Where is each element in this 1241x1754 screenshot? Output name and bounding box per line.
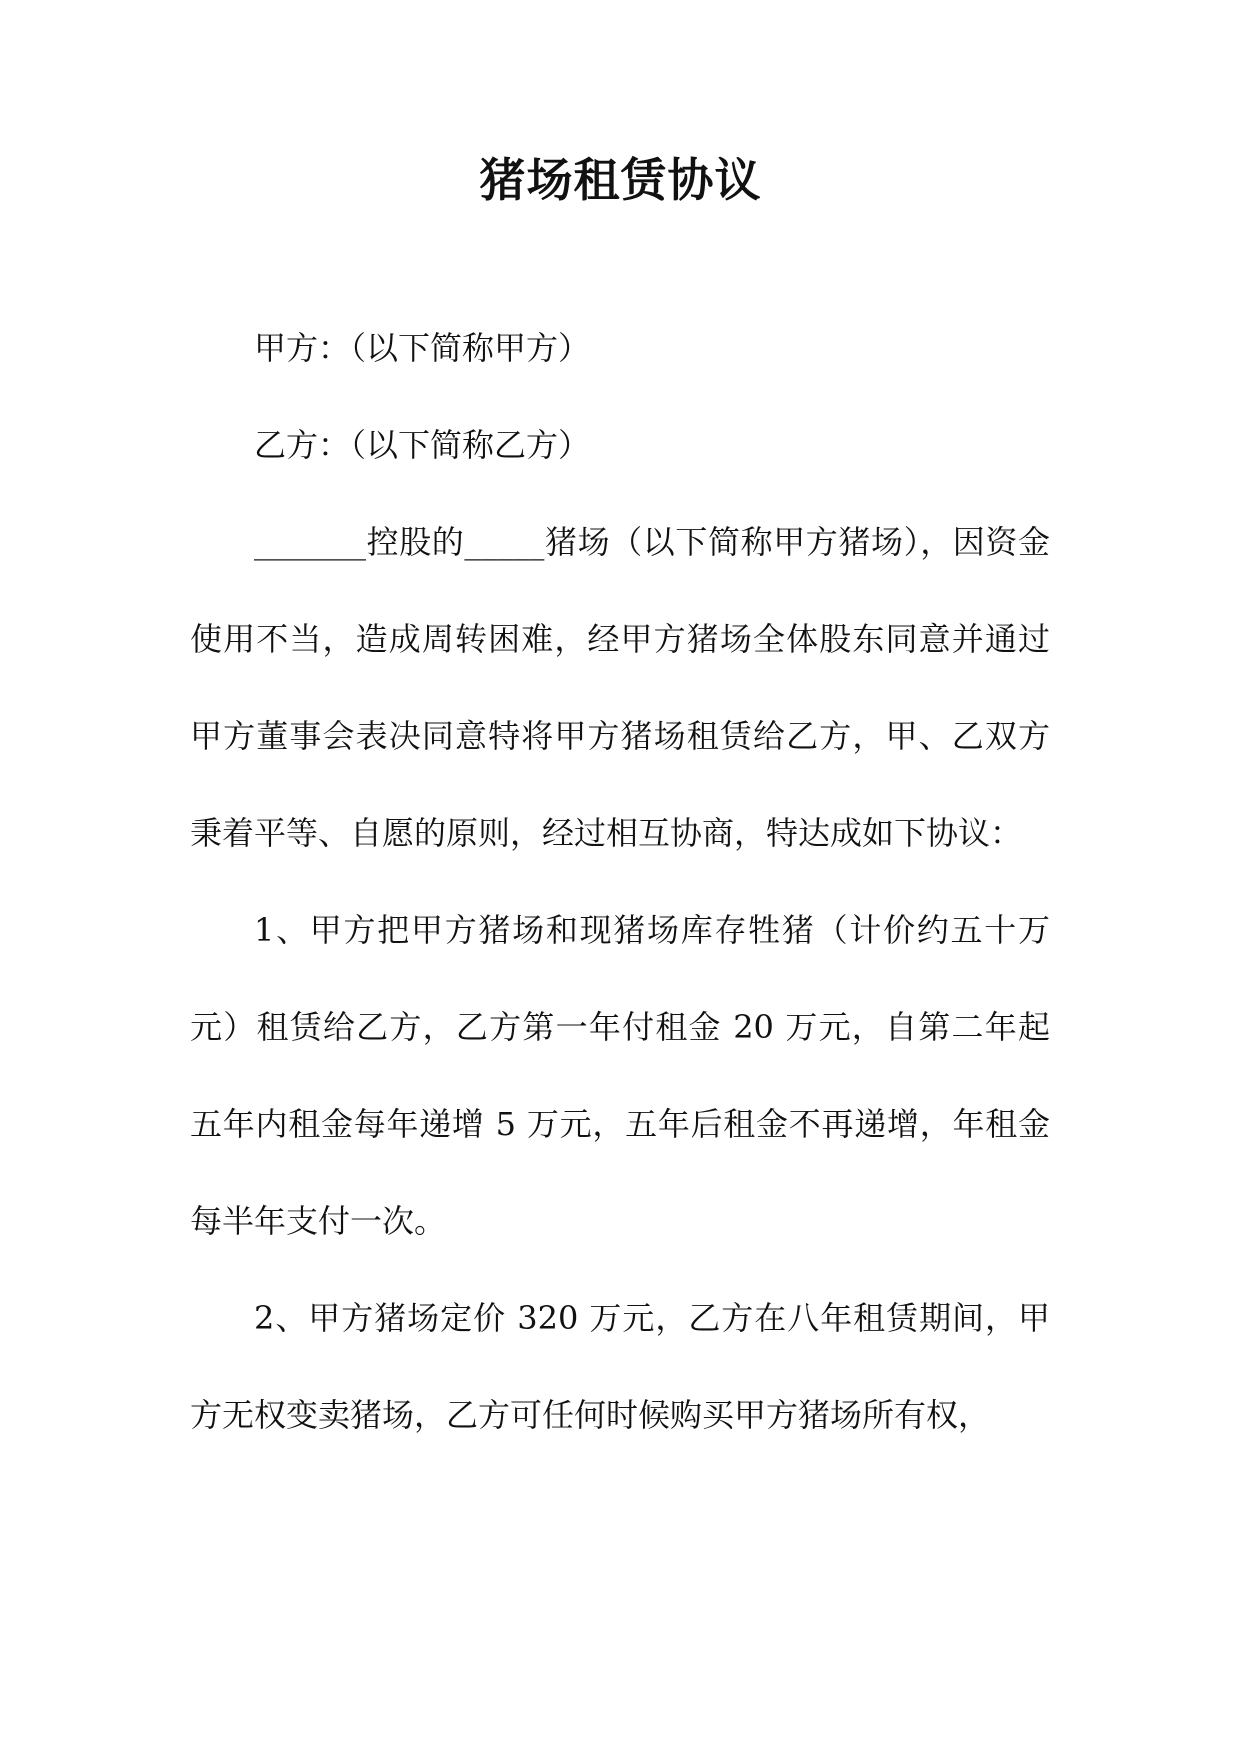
clause-1-paragraph: 1、甲方把甲方猪场和现猪场库存牲猪（计价约五十万元）租赁给乙方，乙方第一年付租金 20 万元，自第二年起五年内租金每年递增 5 万元，五年后租金不再递增，年租金每半年支付一次。	[190, 911, 1050, 1240]
document-title: 猪场租赁协议	[479, 153, 762, 207]
party-a-line: 甲方：（以下简称甲方）	[254, 329, 591, 367]
clause-2-paragraph: 2、甲方猪场定价 320 万元，乙方在八年租赁期间，甲方无权变卖猪场，乙方可任何时候购买甲方猪场所有权，	[190, 1299, 1050, 1434]
document-body	[190, 300, 1050, 1464]
party-b-line: 乙方：（以下简称乙方）	[254, 426, 591, 464]
preamble-paragraph: _______控股的_____猪场（以下简称甲方猪场），因资金使用不当，造成周转困难，经甲方猪场全体股东同意并通过甲方董事会表决同意特将甲方猪场租赁给乙方，甲、乙双方秉着平等、自愿的原则，经过相互协商，特达成如下协议：	[190, 523, 1050, 852]
